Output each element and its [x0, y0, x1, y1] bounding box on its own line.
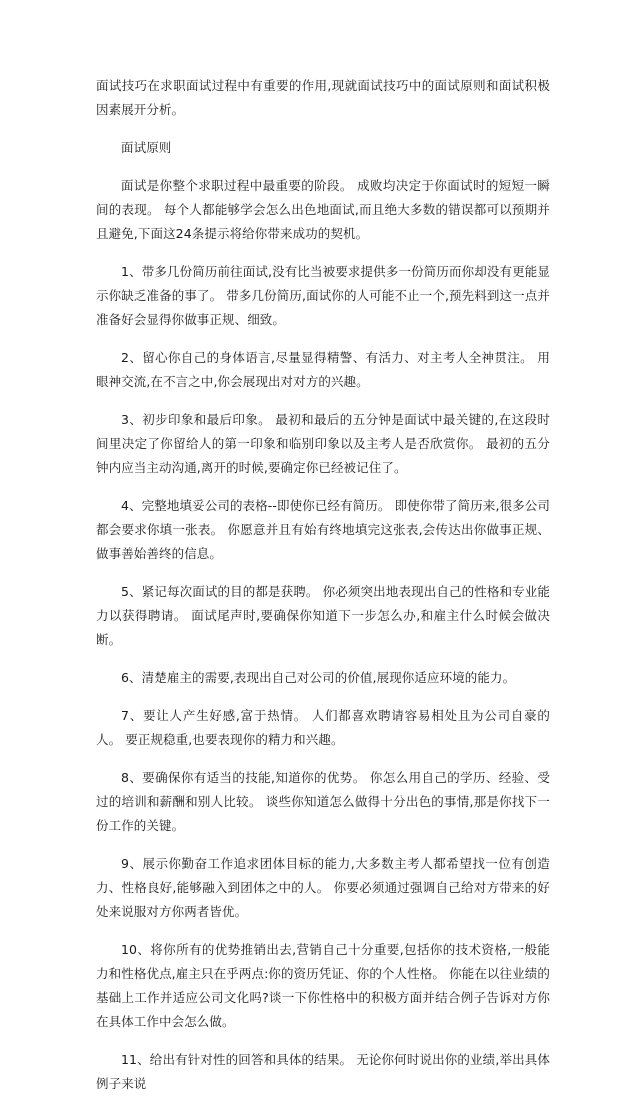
tip-paragraph-1: 1、带多几份简历前往面试,没有比当被要求提供多一份简历而你却没有更能显示你缺乏准备的事了。 带多几份简历,面试你的人可能不止一个,预先料到这一点并准备好会显得你做事正规、细致。 — [96, 264, 550, 327]
tip-paragraph-10: 10、将你所有的优势推销出去,营销自己十分重要,包括你的技术资格,一般能力和性格优点,雇主只在乎两点:你的资历凭证、你的个人性格。 你能在以往业绩的基础上工作并适应公司文化吗?谈一下你性格中的积极方面并结合例子告诉对方你在具体工作中会怎么做。 — [96, 942, 550, 1029]
tip-paragraph-2: 2、留心你自己的身体语言,尽量显得精警、有活力、对主考人全神贯注。 用眼神交流,在不言之中,你会展现出对对方的兴趣。 — [96, 350, 550, 389]
intro-paragraph: 面试技巧在求职面试过程中有重要的作用,现就面试技巧中的面试原则和面试积极因素展开分析。 — [96, 78, 550, 117]
lead-paragraph: 面试是你整个求职过程中最重要的阶段。 成败均决定于你面试时的短短一瞬间的表现。 每个人都能够学会怎么出色地面试,而且绝大多数的错误都可以预期并且避免,下面这24条提示将给你带来成功的契机。 — [96, 178, 550, 241]
tip-paragraph-8: 8、要确保你有适当的技能,知道你的优势。 你怎么用自己的学历、经验、受过的培训和薪酬和别人比较。 谈些你知道怎么做得十分出色的事情,那是你找下一份工作的关键。 — [96, 770, 550, 833]
tip-paragraph-7: 7、要让人产生好感,富于热情。 人们都喜欢聘请容易相处且为公司自豪的人。 要正规稳重,也要表现你的精力和兴趣。 — [96, 708, 550, 747]
tip-paragraph-6: 6、清楚雇主的需要,表现出自己对公司的价值,展现你适应环境的能力。 — [121, 670, 516, 685]
document-page — [96, 74, 550, 1096]
tip-paragraph-3: 3、初步印象和最后印象。 最初和最后的五分钟是面试中最关键的,在这段时间里决定了你留给人的第一印象和临别印象以及主考人是否欣赏你。 最初的五分钟内应当主动沟通,离开的时候,要确定你已经被记住了。 — [96, 412, 550, 475]
tip-paragraph-9: 9、展示你勤奋工作追求团体目标的能力,大多数主考人都希望找一位有创造力、性格良好,能够融入到团体之中的人。 你要必须通过强调自己给对方带来的好处来说服对方你两者皆优。 — [96, 856, 550, 919]
tip-paragraph-4: 4、完整地填妥公司的表格--即使你已经有简历。 即使你带了简历来,很多公司都会要求你填一张表。 你愿意并且有始有终地填完这张表,会传达出你做事正规、做事善始善终的信息。 — [96, 498, 550, 561]
tip-paragraph-5: 5、紧记每次面试的目的都是获聘。 你必须突出地表现出自己的性格和专业能力以获得聘请。 面试尾声时,要确保你知道下一步怎么办,和雇主什么时候会做决断。 — [96, 584, 550, 647]
section-title: 面试原则 — [121, 140, 172, 155]
tip-paragraph-11: 11、给出有针对性的回答和具体的结果。 无论你何时说出你的业绩,举出具体例子来说 — [96, 1052, 550, 1091]
